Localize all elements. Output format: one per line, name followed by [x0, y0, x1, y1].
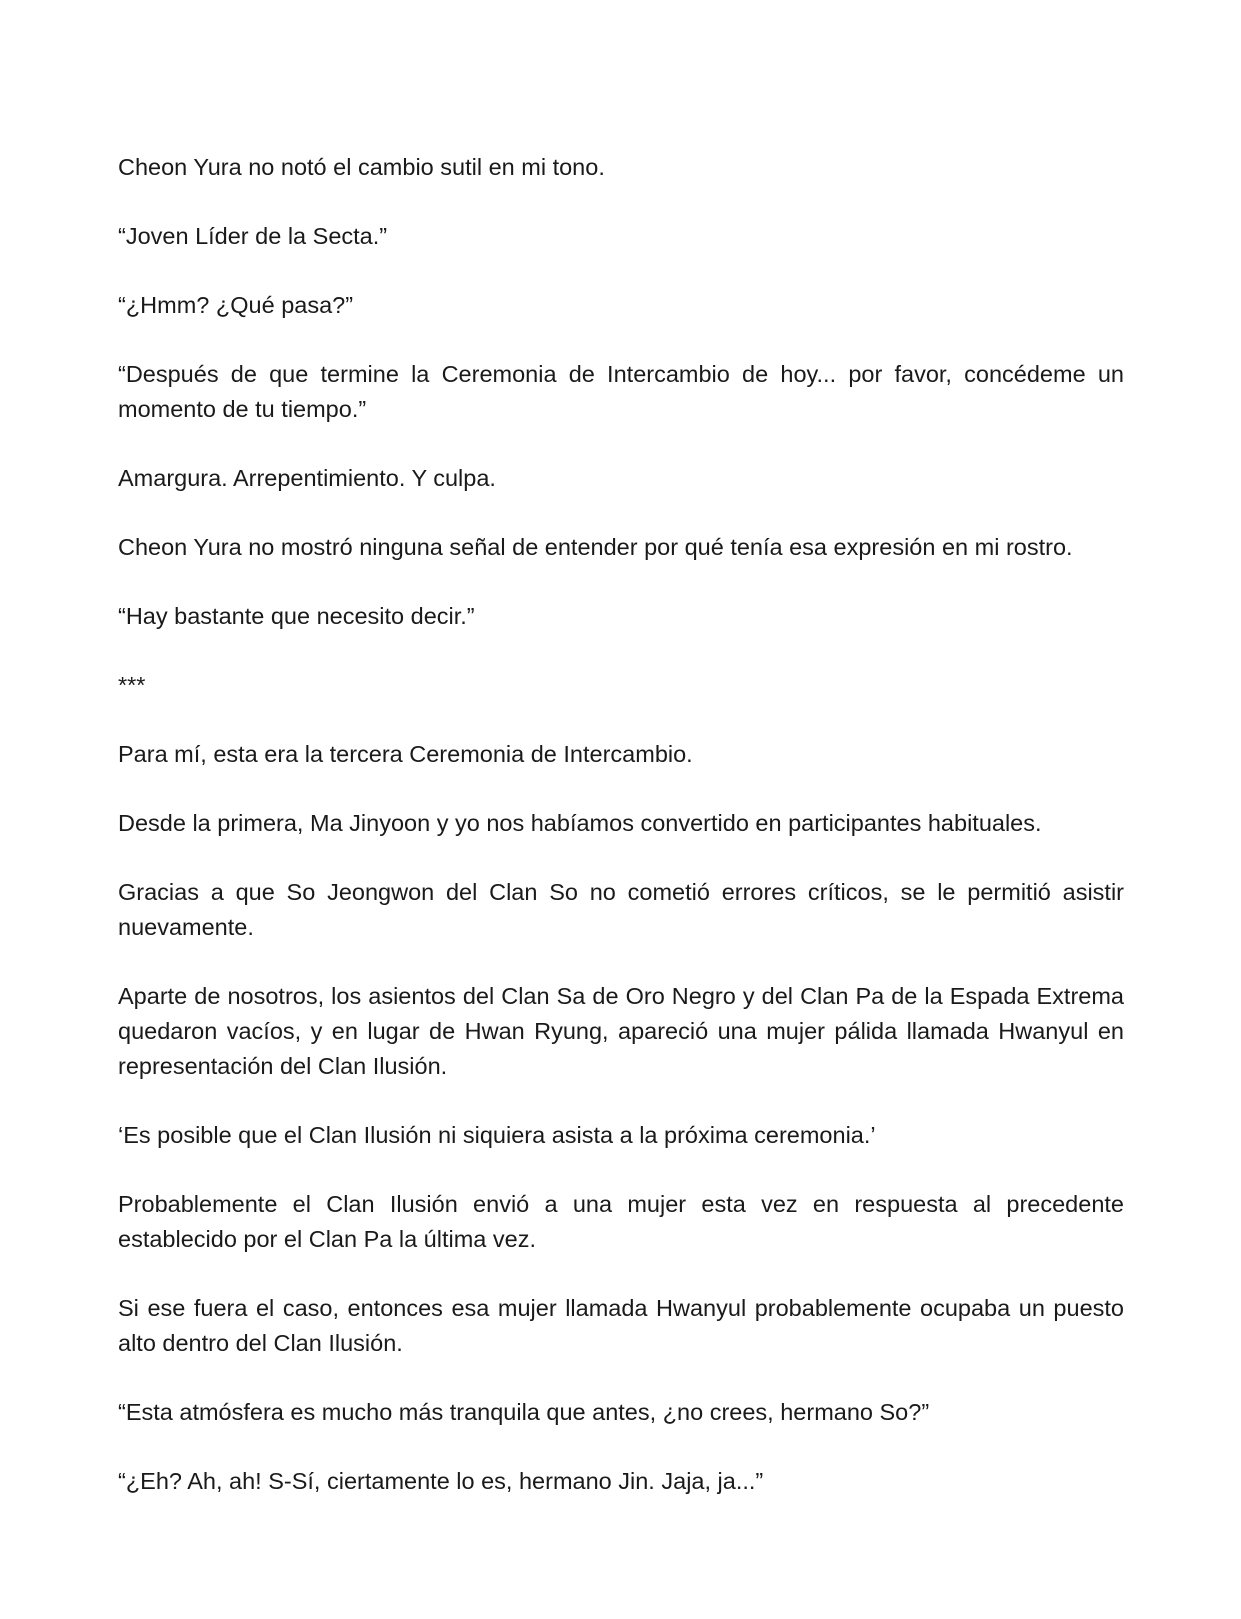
paragraph: Gracias a que So Jeongwon del Clan So no cometió errores críticos, se le permitió asistir nuevamente.	[118, 879, 1124, 940]
paragraph: “¿Eh? Ah, ah! S-Sí, ciertamente lo es, hermano Jin. Jaja, ja...”	[118, 1468, 764, 1494]
paragraph: Si ese fuera el caso, entonces esa mujer llamada Hwanyul probablemente ocupaba un puesto alto dentro del Clan Ilusión.	[118, 1295, 1124, 1356]
scene-break: ***	[118, 672, 146, 698]
paragraph: Amargura. Arrepentimiento. Y culpa.	[118, 465, 496, 491]
paragraph: “Joven Líder de la Secta.”	[118, 223, 388, 249]
paragraph: “Esta atmósfera es mucho más tranquila que antes, ¿no crees, hermano So?”	[118, 1399, 930, 1425]
paragraph: “¿Hmm? ¿Qué pasa?”	[118, 292, 354, 318]
paragraph: Desde la primera, Ma Jinyoon y yo nos habíamos convertido en participantes habituales.	[118, 810, 1042, 836]
paragraph: Cheon Yura no notó el cambio sutil en mi tono.	[118, 154, 605, 180]
paragraph: Aparte de nosotros, los asientos del Clan Sa de Oro Negro y del Clan Pa de la Espada Extrema quedaron vacíos, y en lugar de Hwan Ryung, apareció una mujer pálida llamada Hwanyul en representación del Clan Ilusión.	[118, 983, 1124, 1079]
paragraph: ‘Es posible que el Clan Ilusión ni siquiera asista a la próxima ceremonia.’	[118, 1122, 876, 1148]
paragraph: Para mí, esta era la tercera Ceremonia de Intercambio.	[118, 741, 693, 767]
paragraph: “Después de que termine la Ceremonia de Intercambio de hoy... por favor, concédeme un momento de tu tiempo.”	[118, 361, 1124, 422]
paragraph: “Hay bastante que necesito decir.”	[118, 603, 475, 629]
paragraph: Cheon Yura no mostró ninguna señal de entender por qué tenía esa expresión en mi rostro.	[118, 534, 1073, 560]
body-text	[118, 150, 1124, 1533]
paragraph: Probablemente el Clan Ilusión envió a una mujer esta vez en respuesta al precedente establecido por el Clan Pa la última vez.	[118, 1191, 1124, 1252]
